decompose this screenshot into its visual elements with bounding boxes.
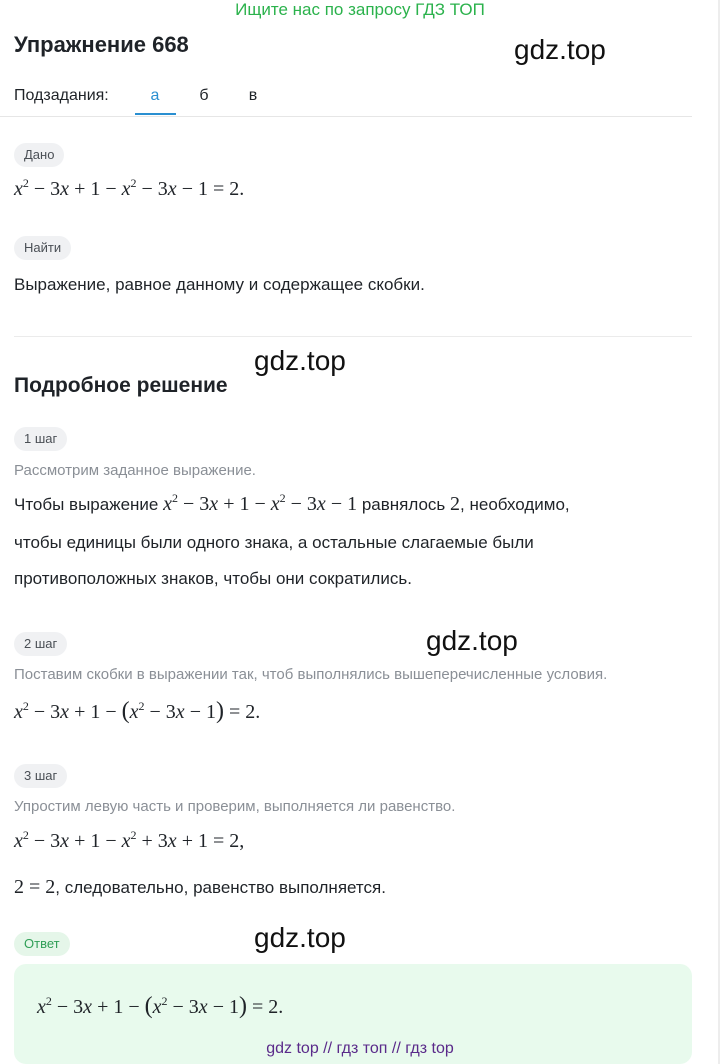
footer-separator: // — [323, 1040, 333, 1057]
step1-line3: противоположных знаков, чтобы они сократились. — [14, 569, 412, 588]
subtasks-label: Подзадания: — [14, 87, 109, 104]
promo-banner: Ищите нас по запросу ГДЗ ТОП — [235, 0, 485, 19]
find-chip: Найти — [14, 236, 71, 260]
step1-hint: Рассмотрим заданное выражение. — [14, 462, 256, 479]
solution-title: Подробное решение — [14, 374, 228, 397]
answer-chip: Ответ — [14, 932, 70, 956]
watermark: gdz.top — [254, 345, 346, 376]
page-title: Упражнение 668 — [14, 32, 189, 57]
step3-hint: Упростим левую часть и проверим, выполняется ли равенство. — [14, 798, 456, 815]
footer-link-gdz-top-mixed[interactable]: гдз top — [405, 1040, 454, 1057]
watermark: gdz.top — [514, 34, 606, 65]
footer-separator: // — [391, 1040, 401, 1057]
answer-expression: $x^2 - 3x + 1 - (x^2 - 3x - 1) = 2$. — [37, 993, 284, 1019]
step3-conclusion: 2 = 2, следовательно, равенство выполняется. — [14, 876, 386, 898]
watermark: gdz.top — [426, 625, 518, 656]
step1-line2: чтобы единицы были одного знака, а остальные слагаемые были — [14, 533, 534, 552]
step3-chip: 3 шаг — [14, 764, 67, 788]
step2-expression: $x^2 - 3x + 1 - (x^2 - 3x - 1) = 2$. — [14, 698, 261, 724]
active-tab-indicator — [135, 113, 176, 115]
watermark: gdz.top — [254, 922, 346, 953]
find-text: Выражение, равное данному и содержащее скобки. — [14, 275, 425, 294]
tab-a[interactable]: а — [150, 87, 160, 104]
tab-v[interactable]: в — [248, 87, 258, 104]
step1-chip: 1 шаг — [14, 427, 67, 451]
tabs-divider — [0, 116, 692, 117]
footer-link-gdz-top[interactable]: gdz top — [266, 1040, 319, 1057]
tab-b[interactable]: б — [199, 87, 209, 104]
given-chip: Дано — [14, 143, 64, 167]
step2-chip: 2 шаг — [14, 632, 67, 656]
footer-links — [0, 1040, 720, 1058]
footer-link-gdz-top-ru[interactable]: гдз топ — [336, 1040, 388, 1057]
given-expression: $x^2 - 3x + 1 - x^2 - 3x - 1 = 2$. — [14, 176, 245, 200]
step3-expression: $x^2 - 3x + 1 - x^2 + 3x + 1 = 2$, — [14, 828, 245, 852]
section-divider — [14, 336, 692, 337]
step2-hint: Поставим скобки в выражении так, чтоб выполнялись вышеперечисленные условия. — [14, 666, 608, 683]
step1-text: Чтобы выражение $x^2 - 3x + 1 - x^2 - 3x - 1$ равнялось 2, необходимо, — [14, 491, 570, 515]
